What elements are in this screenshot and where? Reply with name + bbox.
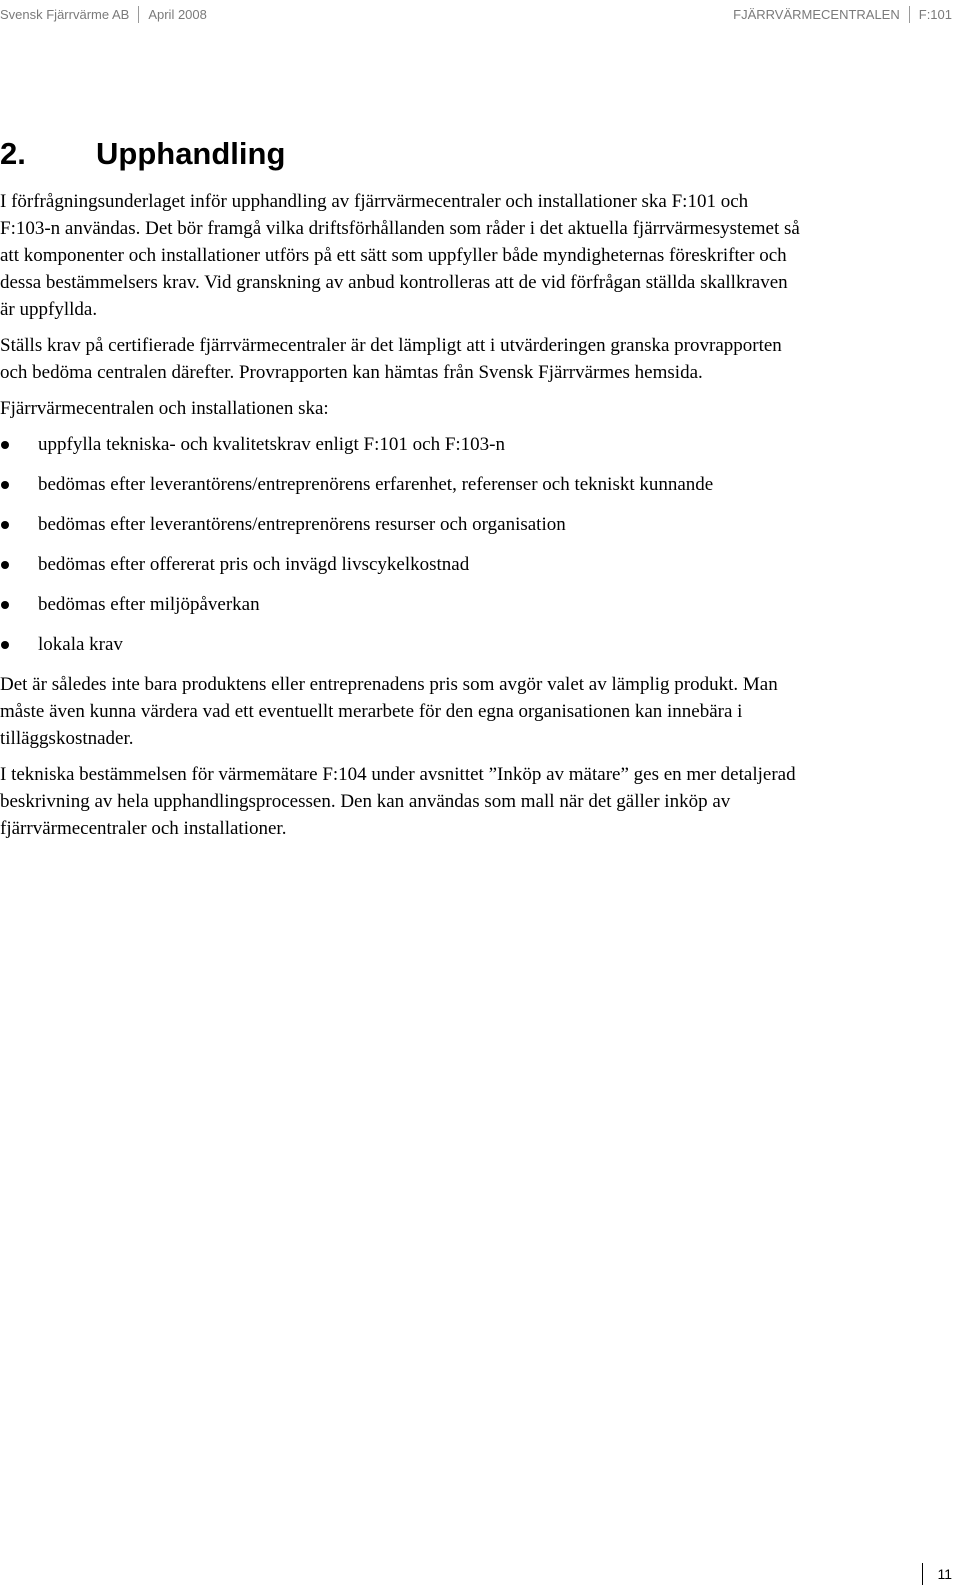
- list-item-text: uppfylla tekniska- och kvalitetskrav enligt F:101 och F:103-n: [38, 434, 506, 455]
- bullet-icon: [1, 561, 9, 569]
- list-item-text: bedömas efter miljöpåverkan: [38, 594, 260, 615]
- section-title: Upphandling: [96, 136, 286, 171]
- header-right: [733, 4, 952, 24]
- body-content: [0, 188, 800, 851]
- requirements-list: [0, 431, 800, 658]
- page-number: 11: [937, 1566, 952, 1582]
- list-item: [0, 471, 800, 498]
- bullet-icon: [1, 641, 9, 649]
- list-item-text: bedömas efter leverantörens/entreprenörens erfarenhet, referenser och tekniskt kunnande: [38, 474, 714, 495]
- list-item: [0, 431, 800, 458]
- bullet-icon: [1, 521, 9, 529]
- reference-paragraph: I tekniska bestämmelsen för värmemätare F:104 under avsnittet ”Inköp av mätare” ges en mer detaljerad beskrivning av hela upphandlingsprocessen. Den kan användas som mall när det gäller inköp av fjärrvärmecentraler och installationer.: [0, 764, 796, 839]
- list-item-text: lokala krav: [38, 634, 123, 655]
- header-separator: [138, 6, 139, 23]
- page-footer: [922, 1563, 952, 1585]
- footer-separator: [922, 1563, 923, 1585]
- header-left: [0, 4, 207, 24]
- certification-paragraph: Ställs krav på certifierade fjärrvärmecentraler är det lämpligt att i utvärderingen granska provrapporten och bedöma centralen därefter. Provrapporten kan hämtas från Svensk Fjärrvärmes hemsida.: [0, 335, 782, 383]
- page-header: [0, 4, 960, 26]
- header-doc-code: F:101: [918, 6, 952, 22]
- list-intro-paragraph: Fjärrvärmecentralen och installationen ska:: [0, 398, 329, 419]
- list-item: [0, 511, 800, 538]
- intro-paragraph: I förfrågningsunderlaget inför upphandling av fjärrvärmecentraler och installationer ska F:101 och F:103-n användas. Det bör framgå vilka driftsförhållanden som råder i det aktuella fjärrvärmesystemet så att komponenter och installationer utförs på ett sätt som uppfyller både myndigheternas föreskrifter och dessa bestämmelsers krav. Vid granskning av anbud kontrolleras att de vid förfrågan ställda skallkraven är uppfyllda.: [0, 191, 800, 320]
- list-item-text: bedömas efter offererat pris och invägd livscykelkostnad: [38, 554, 470, 575]
- section-heading: [0, 136, 285, 172]
- header-doc-title: FJÄRRVÄRMECENTRALEN: [733, 6, 900, 22]
- list-item: [0, 631, 800, 658]
- bullet-icon: [1, 441, 9, 449]
- header-separator: [909, 6, 910, 23]
- bullet-icon: [1, 481, 9, 489]
- list-item: [0, 591, 800, 618]
- section-number: 2.: [0, 136, 26, 171]
- cost-paragraph: Det är således inte bara produktens eller entreprenadens pris som avgör valet av lämplig produkt. Man måste även kunna värdera vad ett eventuellt merarbete för den egna organisationen kan innebära i tilläggskostnader.: [0, 674, 778, 749]
- bullet-icon: [1, 601, 9, 609]
- list-item: [0, 551, 800, 578]
- list-item-text: bedömas efter leverantörens/entreprenörens resurser och organisation: [38, 514, 566, 535]
- header-date: April 2008: [148, 6, 207, 22]
- header-org: Svensk Fjärrvärme AB: [0, 6, 130, 22]
